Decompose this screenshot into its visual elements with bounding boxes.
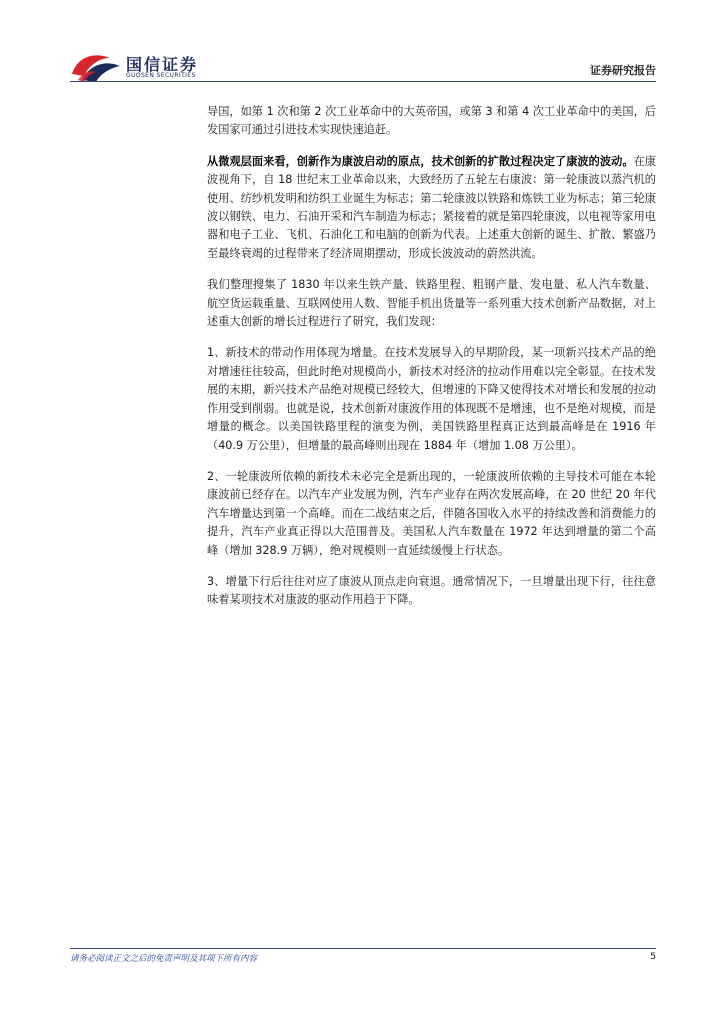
body-paragraph-5 — [207, 468, 656, 560]
paragraph-text: 1、新技术的带动作用体现为增量。在技术发展导入的早期阶段，某一项新兴技术产品的绝对增速往往较高，但此时绝对规模尚小，新技术对经济的拉动作用难以完全彰显。在技术发展的末期，新兴技术产品绝对规模已经较大，但增速的下降又使得技术对增长和发展的拉动作用受到削弱。也就是说，技术创新对康波作用的体现既不是增速，也不是绝对规模，而是增量的概念。以美国铁路里程的演变为例，美国铁路里程真正达到最高峰是在 1916 年（40.9 万公里），但增量的最高峰则出现在 1884 年（增加 1.08 万公里）。 — [207, 346, 656, 452]
body-paragraph-4 — [207, 344, 656, 454]
disclaimer-text: 请务必阅读正文之后的免责声明及其项下所有内容 — [70, 954, 258, 964]
body-paragraph-1 — [207, 103, 656, 140]
report-type-label: 证券研究报告 — [590, 64, 656, 77]
paragraph-text: 我们整理搜集了 1830 年以来生铁产量、铁路里程、粗钢产量、发电量、私人汽车数量、航空货运载重量、互联网使用人数、智能手机出货量等一系列重大技术创新产品数据，对上述重大创新的增长过程进行了研究，我们发现： — [207, 278, 656, 329]
paragraph-text: 在康波视角下，自 18 世纪末工业革命以来，大致经历了五轮左右康波：第一轮康波以蒸汽机的使用、纺纱机发明和纺织工业诞生为标志；第二轮康波以铁路和炼铁工业为标志；第三轮康波以钢铁、电力、石油开采和汽车制造为标志；紧接着的就是第四轮康波，以电视等家用电器和电子工业、飞机、石油化工和电脑的创新为代表。上述重大创新的诞生、扩散、繁盛乃至最终衰竭的过程带来了经济周期摆动，形成长波波动的蔚然洪流。 — [207, 154, 656, 260]
body-paragraph-2 — [207, 153, 656, 263]
paragraph-text: 2、一轮康波所依赖的新技术未必完全是新出现的，一轮康波所依赖的主导技术可能在本轮康波前已经存在。以汽车产业发展为例，汽车产业存在两次发展高峰，在 20 世纪 20 年代汽车增量达到第一个高峰。而在二战结束之后，伴随各国收入水平的持续改善和消费能力的提升，汽车产业真正得以大范围普及。美国私人汽车数量在 1972 年达到增量的第二个高峰（增加 328.9 万辆），绝对规模则一直延续缓慢上行状态。 — [207, 469, 656, 557]
paragraph-lead: 从微观层面来看，创新作为康波启动的原点，技术创新的扩散过程决定了康波的波动。 — [207, 154, 634, 168]
paragraph-text: 导国，如第 1 次和第 2 次工业革命中的大英帝国，或第 3 和第 4 次工业革命中的美国，后发国家可通过引进技术实现快速追赶。 — [207, 105, 656, 137]
paragraph-text: 3、增量下行后往往对应了康波从顶点走向衰退。通常情况下，一旦增量出现下行，往往意味着某项技术对康波的驱动作用趋于下降。 — [207, 574, 656, 607]
footer-divider — [70, 948, 656, 949]
report-body — [207, 103, 656, 623]
body-paragraph-3 — [207, 276, 656, 331]
header-divider — [70, 81, 656, 82]
logo-english-name: GUOSEN SECURITIES — [126, 72, 196, 79]
guosen-logo-icon — [70, 50, 124, 84]
guosen-logo — [70, 50, 210, 84]
logo-chinese-name: 国信证券 — [126, 55, 199, 74]
body-paragraph-6 — [207, 573, 656, 610]
page-header — [70, 50, 656, 82]
page-number: 5 — [650, 952, 656, 962]
